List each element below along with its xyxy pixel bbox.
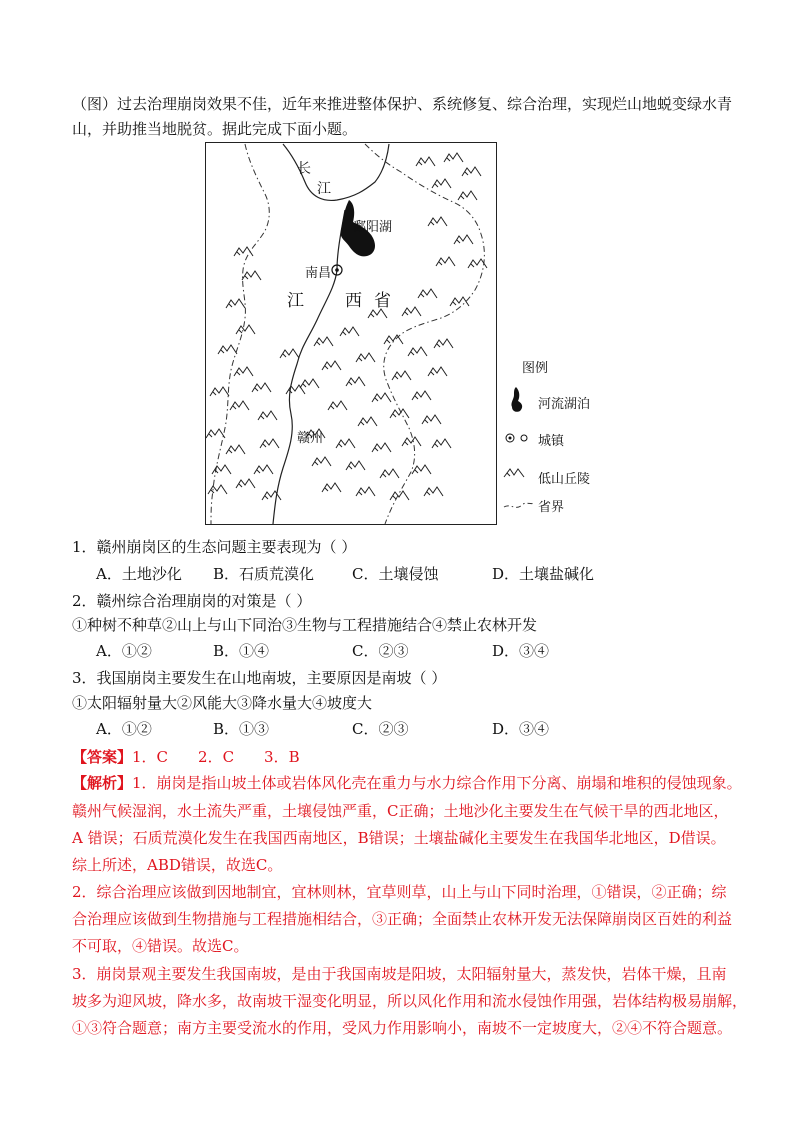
label-jiang: 江 (317, 181, 331, 197)
intro-line-2: 山，并助推当地脱贫。据此完成下面小题。 (72, 120, 358, 138)
analysis-text-1: 1．崩岗是指山坡土体或岩体风化壳在重力与水力综合作用下分离、崩塌和堆积的侵蚀现象。 (132, 774, 742, 792)
legend-label-border: 省界 (538, 500, 565, 515)
legend-title: 图例 (522, 361, 549, 376)
legend-label-town: 城镇 (538, 434, 565, 449)
jiangxi-map (205, 142, 497, 525)
analysis-line-9: 坡多为迎风坡，降水多，故南坡干湿变化明显，所以风化作用和流水侵蚀作用强，岩体结构极易崩解， (72, 992, 748, 1010)
analysis-line-7: 不可取，④错误。故选C。 (72, 937, 249, 955)
question-1-option-d[interactable]: D．土壤盐碱化 (492, 565, 595, 583)
analysis-tag: 【解析】 (72, 774, 133, 792)
intro-line-1: （图）过去治理崩岗效果不佳，近年来推进整体保护、系统修复、综合治理，实现烂山地蜕变绿水青 (72, 95, 733, 113)
question-1-option-a[interactable]: A．土地沙化 (96, 565, 182, 583)
question-3-statements: ①太阳辐射量大②风能大③降水量大④坡度大 (72, 694, 373, 712)
question-3-option-d[interactable]: D．③④ (492, 720, 550, 738)
question-2-option-d[interactable]: D．③④ (492, 642, 550, 660)
town-icon (506, 434, 527, 442)
map-drawing (205, 142, 497, 525)
analysis-line-1 (72, 773, 742, 793)
label-poyang-lake: 鄱阳湖 (353, 220, 393, 235)
question-3-option-a[interactable]: A．①② (96, 720, 152, 738)
question-1-option-c[interactable]: C．土壤侵蚀 (352, 565, 439, 583)
answer-tag: 【答案】 (72, 748, 133, 766)
analysis-line-3: A 错误；石质荒漠化发生在我国西南地区，B错误；土壤盐碱化主要发生在我国华北地区，D借误。 (72, 829, 726, 847)
map-legend (500, 355, 620, 525)
question-2-stem: 2．赣州综合治理崩岗的对策是（ ） (72, 592, 312, 610)
answer-text: 1．C 2．C 3．B (132, 748, 300, 766)
question-2-option-b[interactable]: B．①④ (213, 642, 270, 660)
analysis-line-6: 合治理应该做到生物措施与工程措施相结合，③正确；全面禁止农林开发无法保障崩岗区百姓的利益 (72, 910, 733, 928)
question-3-option-b[interactable]: B．①③ (213, 720, 270, 738)
hill-icon (504, 469, 524, 477)
legend-label-lake: 河流湖泊 (538, 397, 591, 412)
answer-block (72, 747, 300, 767)
question-1-option-b[interactable]: B．石质荒漠化 (213, 565, 315, 583)
legend-label-hill: 低山丘陵 (538, 472, 591, 487)
analysis-line-4: 综上所述，ABD错误，故选C。 (72, 856, 283, 874)
question-2-option-a[interactable]: A．①② (96, 642, 152, 660)
question-3-stem: 3．我国崩岗主要发生在山地南坡，主要原因是南坡（ ） (72, 669, 447, 687)
question-2-statements: ①种树不种草②山上与山下同治③生物与工程措施结合④禁止农林开发 (72, 616, 538, 634)
label-nanchang: 南昌 (305, 266, 332, 281)
border-icon (504, 503, 534, 507)
label-chang: 长 (297, 161, 311, 177)
question-3-option-c[interactable]: C．②③ (352, 720, 409, 738)
question-2-option-c[interactable]: C．②③ (352, 642, 409, 660)
analysis-line-10: ①③符合题意；南方主要受流水的作用，受风力作用影响小，南坡不一定坡度大，②④不符合题意。 (72, 1019, 733, 1037)
analysis-line-2: 赣州气候湿润，水土流失严重，土壤侵蚀严重，C正确；土地沙化主要发生在气候干旱的西北地区， (72, 802, 729, 820)
analysis-line-8: 3．崩岗景观主要发生我国南坡，是由于我国南坡是阳坡，太阳辐射量大，蒸发快，岩体干燥，且南 (72, 965, 727, 983)
label-province: 江 西省 (287, 291, 403, 311)
lake-icon (511, 387, 522, 412)
analysis-line-5: 2．综合治理应该做到因地制宜，宜林则林，宜草则草，山上与山下同时治理，①错误，②正确；综 (72, 883, 727, 901)
label-ganzhou: 赣州 (297, 431, 324, 446)
question-1-stem: 1．赣州崩岗区的生态问题主要表现为（ ） (72, 538, 357, 556)
